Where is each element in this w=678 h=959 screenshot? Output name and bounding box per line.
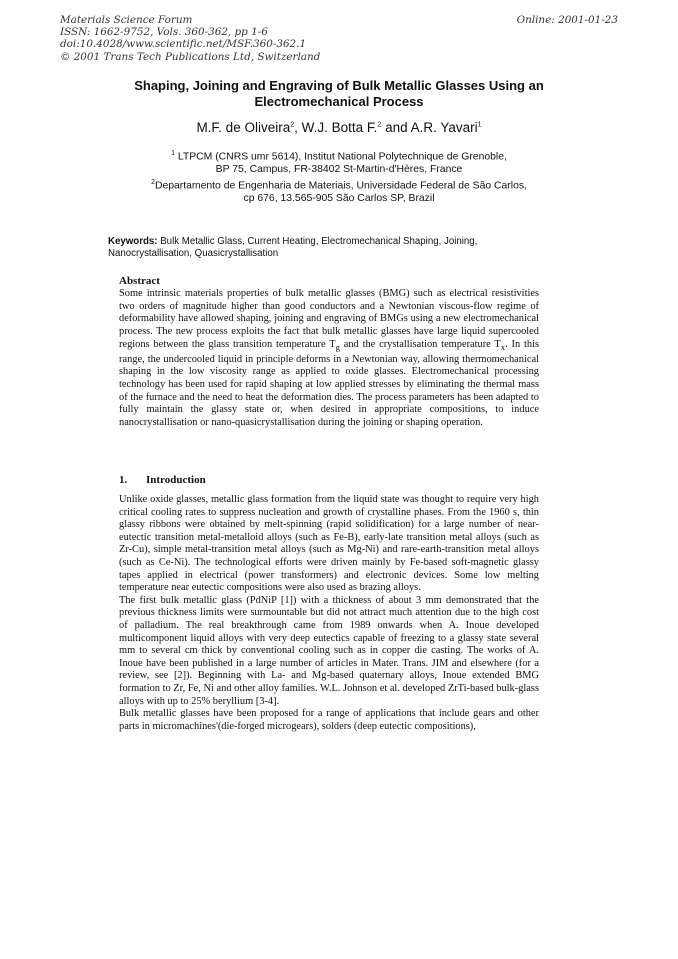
abstract-text: Some intrinsic materials properties of bulk metallic glasses (BMG) such as electrical resistivities two orders of magnitude higher than good conductors and a Newtonian viscous-flow regime of deformability have allowed shaping, joining and engraving of BMGs using a new electromechanical process. The new process exploits the fact that bulk metallic glasses have large liquid supercooled regions between the glass transition temperature T (119, 288, 539, 350)
author-name: W.J. Botta F. (301, 120, 378, 135)
abstract-text: and the crystallisation temperature T (339, 338, 501, 350)
introduction-body (119, 494, 539, 733)
keywords (108, 236, 528, 260)
author-affiliation-mark: 2 (290, 121, 295, 129)
abstract-body (119, 288, 539, 430)
author-list (60, 120, 618, 135)
author-separator: and (381, 120, 411, 135)
subscript-x: x (500, 341, 506, 352)
keywords-text: Bulk Metallic Glass, Current Heating, Electromechanical Shaping, Joining, Nanocrystallisation, Quasicrystallisation (108, 236, 478, 259)
section-number: 1. (119, 474, 128, 486)
affiliation-mark: 1 (171, 150, 175, 157)
affiliation-text: cp 676, 13.565-905 São Carlos SP, Brazil (243, 193, 435, 205)
subscript-g: g (335, 341, 340, 352)
paragraph: Unlike oxide glasses, metallic glass formation from the liquid state was thought to require very high critical cooling rates to suppress nucleation and growth of crystalline phases. From the 1960 s, thin glassy ribbons were obtained by melt-spinning (rapid solidification) for a large number of near-eutectic transition metal-metalloid alloys (such as Fe-B), early-late transition metal alloys (such as Zr-Cu), simple metal-transition metal alloys (such as Mg-Ni) and rare-earth-transition metal alloys (such as Ce-Ni). The technological efforts were driven mainly by Fe-based soft-magnetic glassy tapes applied in electrical (power transformers) and electronic devices. Some low melting temperature near eutectic compositions were also used as brazing alloys. (119, 494, 539, 594)
section-title: Introduction (146, 474, 206, 486)
affiliation-line (60, 148, 618, 164)
author-affiliation-mark: 2 (377, 121, 382, 129)
abstract-text: . In this range, the undercooled liquid in principle deforms in a Newtonian way, allowing thermomechanical shaping in the low viscosity range as applied to oxide glasses. Electromechanical processing technology has been used for rapid shaping at low applied stresses by eliminating the thermal mass of the furnace and the need to heat the deformation dies. The process parameters has been adapted to fully maintain the glassy state or, when desired in appropriate compositions, to induce nanocrystallisation or nano-quasicrystallisation during the joining or shaping operation. (119, 338, 540, 429)
affiliation-text: BP 75, Campus, FR-38402 St-Martin-d'Hères, France (215, 164, 463, 176)
issn-line: ISSN: 1662-9752, Vols. 360-362, pp 1-6 (60, 26, 268, 39)
copyright-line: © 2001 Trans Tech Publications Ltd, Switzerland (60, 50, 321, 63)
journal-header (60, 14, 320, 63)
author-name: A.R. Yavari (410, 120, 478, 135)
abstract-heading: Abstract (119, 275, 160, 287)
author-name: M.F. de Oliveira (196, 120, 291, 135)
keywords-label: Keywords: (108, 236, 158, 247)
section-heading (119, 474, 206, 486)
author-separator: , (294, 120, 302, 135)
paper-title: Shaping, Joining and Engraving of Bulk Metallic Glasses Using an Electromechanical Process (134, 78, 544, 109)
doi-line: doi:10.4028/www.scientific.net/MSF.360-362.1 (60, 38, 307, 51)
affiliation-text: Departamento de Engenharia de Materiais, Universidade Federal de São Carlos, (154, 180, 527, 192)
journal-name: Materials Science Forum (60, 14, 193, 26)
paragraph: The first bulk metallic glass (PdNiP [1]) with a thickness of about 3 mm demonstrated that the previous thickness limits were surmountable but did not attract much attention due to the high cost of palladium. The real breakthrough came from 1989 onwards when A. Inoue developed multicomponent liquid alloys with very deep eutectics capable of freezing to a glassy state several mm to several cm thick by conventional cooling such as in copper die casting. The works of A. Inoue have been published in a large number of articles in Mater. Trans. JIM and elsewhere (for a review, see [2]). Beginning with La- and Mg-based quaternary alloys, Inoue extended BMG formation to Zr, Fe, Ni and other alloy families. W.L. Johnson et al. developed ZrTi-based bulk-glass alloys with up to 25% beryllium [3-4]. (119, 594, 539, 707)
author-affiliation-mark: 1 (477, 121, 482, 129)
affiliation-mark: 2 (151, 179, 155, 186)
paragraph: Bulk metallic glasses have been proposed for a range of applications that include gears and other parts in micromachines'(die-forged microgears), solders (deep eutectic compositions), (119, 708, 539, 732)
affiliation-1 (60, 148, 618, 177)
affiliation-2 (60, 177, 618, 206)
affiliation-line (60, 177, 618, 193)
affiliation-text: LTPCM (CNRS umr 5614), Institut National Polytechnique de Grenoble, (177, 151, 507, 163)
online-date: Online: 2001-01-23 (516, 14, 618, 26)
